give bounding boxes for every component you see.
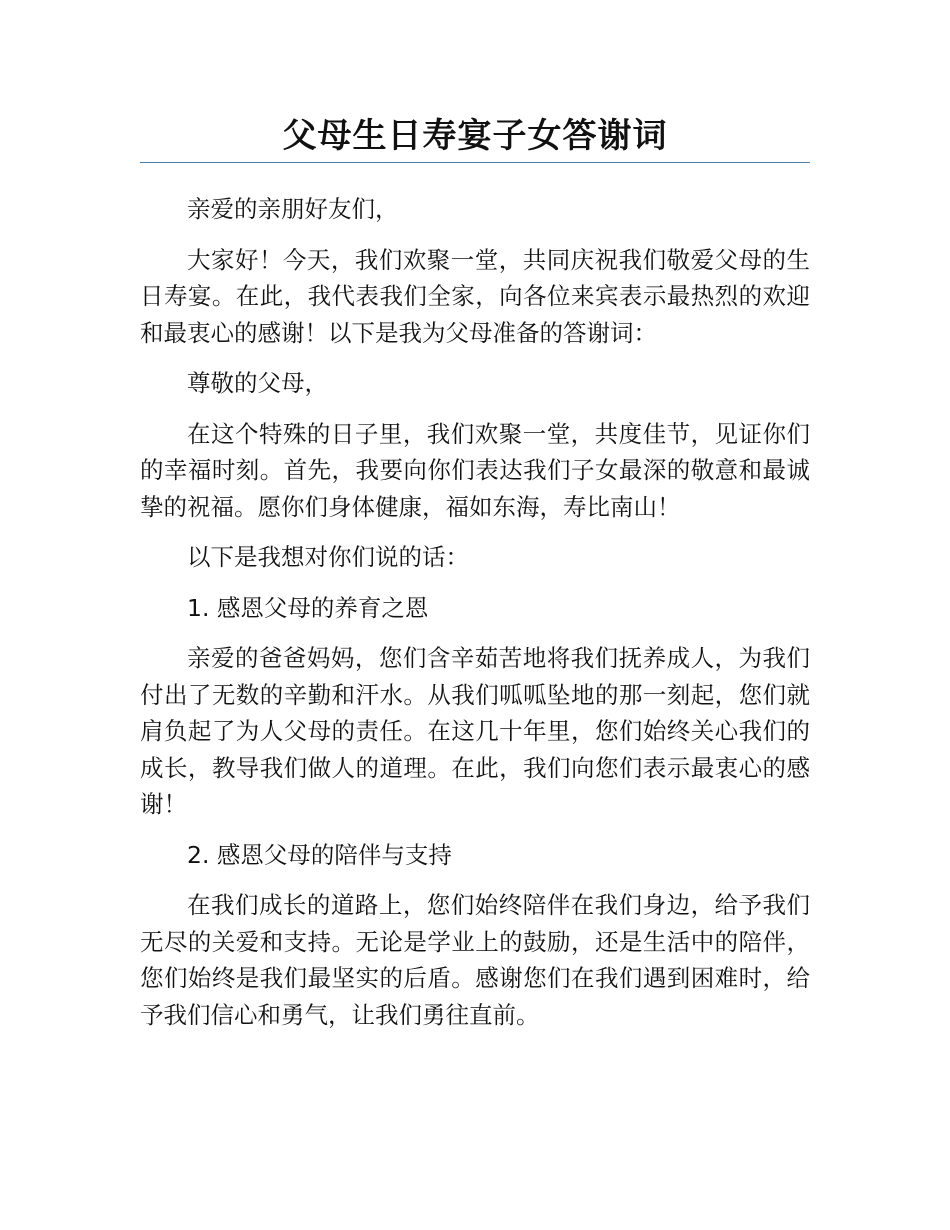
- blessing-paragraph: 在这个特殊的日子里，我们欢聚一堂，共度佳节，见证你们的幸福时刻。首先，我要向你们表达我们子女最深的敬意和最诚挚的祝福。愿你们身体健康，福如东海，寿比南山！: [140, 419, 810, 521]
- document-page: [140, 112, 810, 1047]
- greeting-paragraph: 亲爱的亲朋好友们，: [187, 195, 399, 223]
- section-2-paragraph: 在我们成长的道路上，您们始终陪伴在我们身边，给予我们无尽的关爱和支持。无论是学业上的鼓励，还是生活中的陪伴，您们始终是我们最坚实的后盾。感谢您们在我们遇到困难时，给予我们信心和勇气，让我们勇往直前。: [140, 891, 810, 1029]
- document-body: [140, 191, 810, 1033]
- opening-paragraph: 大家好！今天，我们欢聚一堂，共同庆祝我们敬爱父母的生日寿宴。在此，我代表我们全家，向各位来宾表示最热烈的欢迎和最衷心的感谢！以下是我为父母准备的答谢词：: [140, 245, 810, 347]
- document-title: 父母生日寿宴子女答谢词: [282, 116, 668, 156]
- parents-salutation: 尊敬的父母，: [187, 369, 328, 397]
- title-underline: [140, 162, 810, 163]
- section-heading-1: 1. 感恩父母的养育之恩: [187, 593, 429, 622]
- section-heading-2: 2. 感恩父母的陪伴与支持: [187, 840, 452, 869]
- section-1-paragraph: 亲爱的爸爸妈妈，您们含辛茹苦地将我们抚养成人，为我们付出了无数的辛勤和汗水。从我们呱呱坠地的那一刻起，您们就肩负起了为人父母的责任。在这几十年里，您们始终关心我们的成长，教导我们做人的道理。在此，我们向您们表示最衷心的感谢！: [140, 644, 810, 818]
- intro-paragraph: 以下是我想对你们说的话：: [187, 543, 469, 571]
